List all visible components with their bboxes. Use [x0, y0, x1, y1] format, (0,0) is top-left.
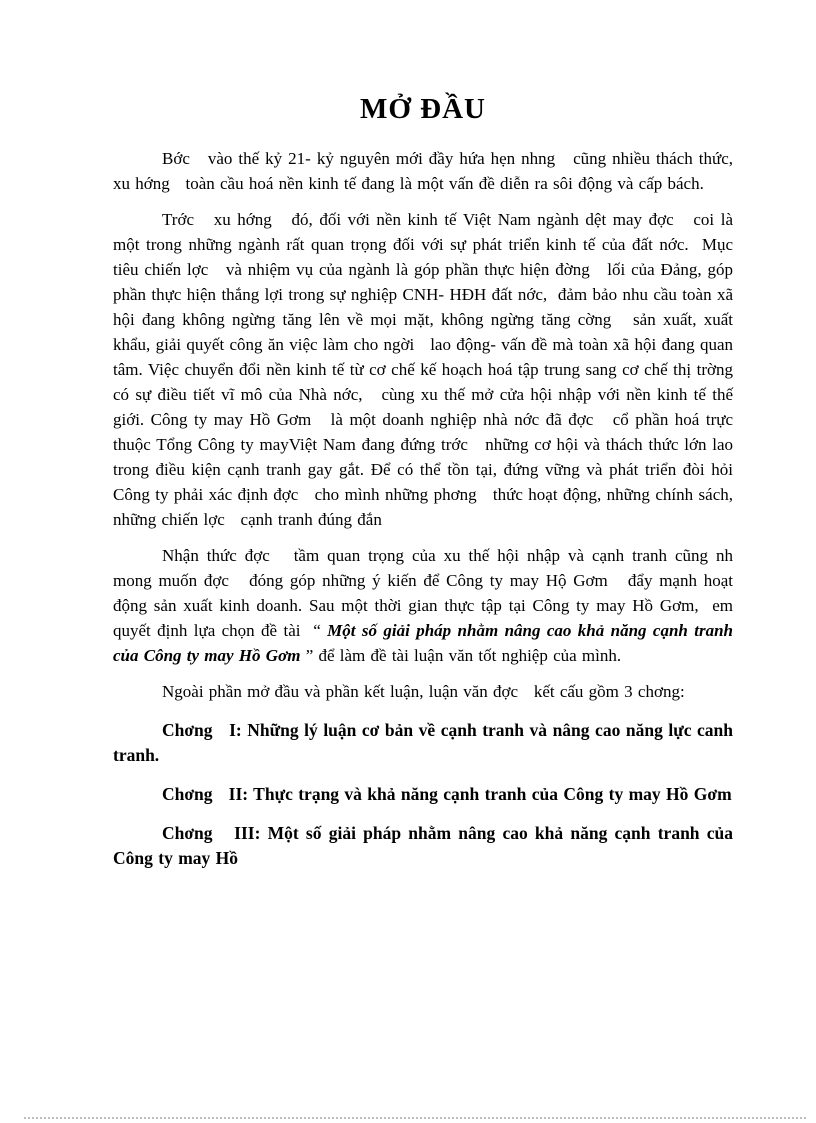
- structure-paragraph: Ngoài phần mở đầu và phần kết luận, luận văn đợc kết cấu gồm 3 chơng:: [162, 682, 685, 701]
- topic-selection-paragraph: [113, 543, 749, 668]
- chapter-2-heading: Chơng II: Thực trạng và khả năng cạnh tranh của Công ty may Hồ Gơm: [162, 784, 732, 804]
- thesis-title: Một số giải pháp nhằm nâng cao khả năng cạnh tranh của Công ty may Hồ Gơm: [113, 621, 744, 665]
- topic-text-tail: ” để làm đề tài luận văn tốt nghiệp của mình.: [300, 646, 622, 665]
- chapter-1-heading: Chơng I: Những lý luận cơ bản về cạnh tranh và nâng cao năng lực canh tranh.: [113, 720, 739, 765]
- chapter-3-heading: Chơng III: Một số giải pháp nhằm nâng cao khả năng cạnh tranh của Công ty may Hồ: [113, 823, 739, 868]
- intro-paragraph-1: Bớc vào thế kỷ 21- kỷ nguyên mới đầy hứa hẹn nhng cũng nhiều thách thức, xu hớng toàn cầu hoá nền kinh tế đang là một vấn đề diễn ra sôi động và cấp bách.: [113, 149, 739, 193]
- intro-paragraph-2: Trớc xu hớng đó, đối với nền kinh tế Việt Nam ngành dệt may đợc coi là một trong những ngành rất quan trọng đối với sự phát triển kinh tế của đất nớc. Mục tiêu chiến lợc và nhiệm vụ của ngành là góp phần thực hiện đờng lối của Đảng, góp phần thực hiện thắng lợi trong sự nghiệp CNH- HĐH đất nớc, đảm bảo nhu cầu toàn xã hội đang không ngừng tăng lên về mọi mặt, không ngừng tăng cờng sản xuất, xuất khẩu, giải quyết công ăn việc làm cho ngời lao động- vấn đề mà toàn xã hội đang quan tâm. Việc chuyển đổi nền kinh tế từ cơ chế kế hoạch hoá tập trung sang cơ chế thị trờng có sự điều tiết vĩ mô của Nhà nớc, cùng xu thế mở cửa hội nhập với nền kinh tế thế giới. Công ty may Hồ Gơm là một doanh nghiệp nhà nớc đã đợc cổ phần hoá trực thuộc Tổng Công ty mayViệt Nam đang đứng trớc những cơ hội và thách thức lớn lao trong điều kiện cạnh tranh gay gắt. Để có thể tồn tại, đứng vững và phát triển đòi hỏi Công ty phải xác định đợc cho mình những phơng thức hoạt động, những chính sách, những chiến lợc cạnh tranh đúng đắn: [113, 210, 749, 529]
- document-title: MỞ ĐẦU: [359, 93, 486, 125]
- topic-text-lead: Nhận thức đợc tầm quan trọng của xu thế hội nhập và cạnh tranh cũng nh mong muốn đợc đóng góp những ý kiến để Công ty may Hộ Gơm đẩy mạnh hoạt động sản xuất kinh doanh. Sau một thời gian thực tập tại Công ty may Hồ Gơm, em quyết định lựa chọn đề tài “: [113, 546, 749, 640]
- page-bottom-dotted-rule: [24, 1117, 806, 1119]
